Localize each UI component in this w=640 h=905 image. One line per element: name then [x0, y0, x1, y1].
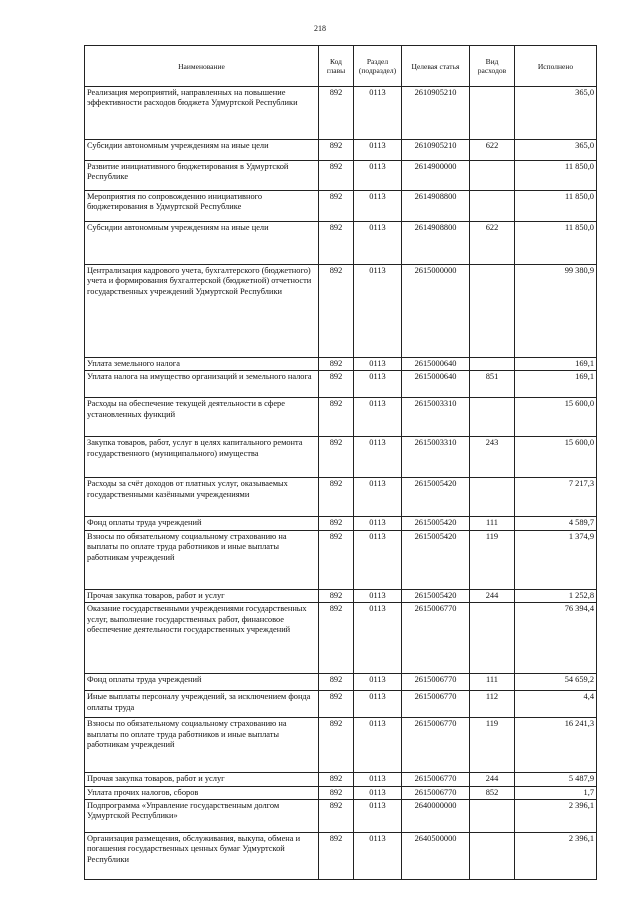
executed-amount: 4,4 — [515, 691, 597, 718]
target-article: 2615003310 — [402, 437, 470, 478]
section-code: 0113 — [354, 398, 402, 437]
section-code: 0113 — [354, 87, 402, 140]
chapter-code: 892 — [319, 603, 354, 674]
chapter-code: 892 — [319, 478, 354, 517]
row-name: Организация размещения, обслуживания, выкупа, обмена и погашения государственных ценных бумаг Удмуртской Республики — [85, 833, 319, 880]
chapter-code: 892 — [319, 437, 354, 478]
executed-amount: 365,0 — [515, 87, 597, 140]
row-name: Подпрограмма «Управление государственным долгом Удмуртской Республики» — [85, 800, 319, 833]
row-name: Мероприятия по сопровождению инициативного бюджетирования в Удмуртской Республике — [85, 191, 319, 222]
header-chapter-code: Код главы — [319, 46, 354, 87]
table-row — [85, 773, 597, 786]
chapter-code: 892 — [319, 691, 354, 718]
target-article: 2615005420 — [402, 589, 470, 602]
section-code: 0113 — [354, 674, 402, 691]
target-article: 2640500000 — [402, 833, 470, 880]
section-code: 0113 — [354, 718, 402, 773]
table-row — [85, 161, 597, 191]
expense-type — [470, 161, 515, 191]
executed-amount: 15 600,0 — [515, 398, 597, 437]
chapter-code: 892 — [319, 833, 354, 880]
chapter-code: 892 — [319, 191, 354, 222]
section-code: 0113 — [354, 478, 402, 517]
table-row — [85, 398, 597, 437]
section-code: 0113 — [354, 786, 402, 799]
chapter-code: 892 — [319, 87, 354, 140]
chapter-code: 892 — [319, 800, 354, 833]
executed-amount: 169,1 — [515, 371, 597, 398]
executed-amount: 169,1 — [515, 358, 597, 371]
chapter-code: 892 — [319, 718, 354, 773]
chapter-code: 892 — [319, 265, 354, 358]
chapter-code: 892 — [319, 140, 354, 161]
chapter-code: 892 — [319, 786, 354, 799]
executed-amount: 11 850,0 — [515, 222, 597, 265]
executed-amount: 11 850,0 — [515, 161, 597, 191]
expense-type — [470, 87, 515, 140]
row-name: Субсидии автономным учреждениям на иные цели — [85, 222, 319, 265]
chapter-code: 892 — [319, 222, 354, 265]
row-name: Закупка товаров, работ, услуг в целях капитального ремонта государственного (муниципального) имущества — [85, 437, 319, 478]
executed-amount: 2 396,1 — [515, 833, 597, 880]
table-row — [85, 603, 597, 674]
table-row — [85, 265, 597, 358]
target-article: 2615006770 — [402, 786, 470, 799]
row-name: Реализация мероприятий, направленных на повышение эффективности расходов бюджета Удмуртской Республики — [85, 87, 319, 140]
expense-type: 622 — [470, 140, 515, 161]
chapter-code: 892 — [319, 530, 354, 589]
table-row — [85, 589, 597, 602]
target-article: 2615000000 — [402, 265, 470, 358]
table-row — [85, 222, 597, 265]
target-article: 2615003310 — [402, 398, 470, 437]
table-row — [85, 358, 597, 371]
section-code: 0113 — [354, 265, 402, 358]
executed-amount: 1,7 — [515, 786, 597, 799]
row-name: Централизация кадрового учета, бухгалтерского (бюджетного) учета и формирования бухгалтерской (бюджетной) отчетности государственных учреждений Удмуртской Республики — [85, 265, 319, 358]
section-code: 0113 — [354, 222, 402, 265]
row-name: Прочая закупка товаров, работ и услуг — [85, 773, 319, 786]
target-article: 2614900000 — [402, 161, 470, 191]
row-name: Уплата прочих налогов, сборов — [85, 786, 319, 799]
executed-amount: 1 374,9 — [515, 530, 597, 589]
row-name: Расходы за счёт доходов от платных услуг, оказываемых государственными казёнными учреждениями — [85, 478, 319, 517]
row-name: Расходы на обеспечение текущей деятельности в сфере установленных функций — [85, 398, 319, 437]
expense-type: 112 — [470, 691, 515, 718]
header-row — [85, 46, 597, 87]
expense-type: 244 — [470, 773, 515, 786]
section-code: 0113 — [354, 773, 402, 786]
table-row — [85, 800, 597, 833]
chapter-code: 892 — [319, 674, 354, 691]
row-name: Уплата налога на имущество организаций и земельного налога — [85, 371, 319, 398]
section-code: 0113 — [354, 691, 402, 718]
expense-type: 852 — [470, 786, 515, 799]
target-article: 2615005420 — [402, 530, 470, 589]
section-code: 0113 — [354, 833, 402, 880]
expense-type: 119 — [470, 718, 515, 773]
target-article: 2610905210 — [402, 140, 470, 161]
row-name: Оказание государственными учреждениями государственных услуг, выполнение государственных работ, финансовое обеспечение деятельности государственных учреждений — [85, 603, 319, 674]
section-code: 0113 — [354, 161, 402, 191]
expense-type: 244 — [470, 589, 515, 602]
expense-type — [470, 800, 515, 833]
table-row — [85, 478, 597, 517]
target-article: 2615006770 — [402, 603, 470, 674]
section-code: 0113 — [354, 800, 402, 833]
executed-amount: 1 252,8 — [515, 589, 597, 602]
table-row — [85, 530, 597, 589]
target-article: 2615000640 — [402, 358, 470, 371]
section-code: 0113 — [354, 603, 402, 674]
table-row — [85, 140, 597, 161]
target-article: 2615000640 — [402, 371, 470, 398]
table-row — [85, 786, 597, 799]
executed-amount: 4 589,7 — [515, 517, 597, 530]
chapter-code: 892 — [319, 358, 354, 371]
table-row — [85, 833, 597, 880]
row-name: Развитие инициативного бюджетирования в Удмуртской Республике — [85, 161, 319, 191]
target-article: 2615006770 — [402, 674, 470, 691]
table-row — [85, 674, 597, 691]
executed-amount: 2 396,1 — [515, 800, 597, 833]
target-article: 2614908800 — [402, 191, 470, 222]
executed-amount: 16 241,3 — [515, 718, 597, 773]
target-article: 2615006770 — [402, 691, 470, 718]
target-article: 2640000000 — [402, 800, 470, 833]
table-row — [85, 517, 597, 530]
expense-type — [470, 398, 515, 437]
chapter-code: 892 — [319, 398, 354, 437]
executed-amount: 54 659,2 — [515, 674, 597, 691]
row-name: Прочая закупка товаров, работ и услуг — [85, 589, 319, 602]
section-code: 0113 — [354, 517, 402, 530]
expense-type — [470, 478, 515, 517]
section-code: 0113 — [354, 589, 402, 602]
expense-type: 119 — [470, 530, 515, 589]
target-article: 2614908800 — [402, 222, 470, 265]
executed-amount: 365,0 — [515, 140, 597, 161]
target-article: 2615006770 — [402, 718, 470, 773]
expense-type — [470, 358, 515, 371]
executed-amount: 76 394,4 — [515, 603, 597, 674]
chapter-code: 892 — [319, 773, 354, 786]
table-row — [85, 191, 597, 222]
expense-type — [470, 833, 515, 880]
header-executed: Исполнено — [515, 46, 597, 87]
row-name: Фонд оплаты труда учреждений — [85, 674, 319, 691]
expense-type — [470, 265, 515, 358]
executed-amount: 11 850,0 — [515, 191, 597, 222]
section-code: 0113 — [354, 191, 402, 222]
executed-amount: 15 600,0 — [515, 437, 597, 478]
section-code: 0113 — [354, 140, 402, 161]
expense-type: 243 — [470, 437, 515, 478]
table-row — [85, 371, 597, 398]
header-expense-type: Вид расходов — [470, 46, 515, 87]
expense-type — [470, 603, 515, 674]
table-row — [85, 87, 597, 140]
budget-table — [84, 45, 597, 880]
target-article: 2610905210 — [402, 87, 470, 140]
section-code: 0113 — [354, 437, 402, 478]
expense-type: 111 — [470, 517, 515, 530]
row-name: Иные выплаты персоналу учреждений, за исключением фонда оплаты труда — [85, 691, 319, 718]
target-article: 2615005420 — [402, 478, 470, 517]
executed-amount: 99 380,9 — [515, 265, 597, 358]
chapter-code: 892 — [319, 589, 354, 602]
row-name: Взносы по обязательному социальному страхованию на выплаты по оплате труда работников и иные выплаты работникам учреждений — [85, 530, 319, 589]
header-target-article: Целевая статья — [402, 46, 470, 87]
target-article: 2615005420 — [402, 517, 470, 530]
header-name: Наименование — [85, 46, 319, 87]
expense-type: 111 — [470, 674, 515, 691]
expense-type: 622 — [470, 222, 515, 265]
section-code: 0113 — [354, 530, 402, 589]
page-number: 218 — [314, 24, 326, 33]
table-row — [85, 691, 597, 718]
expense-type — [470, 191, 515, 222]
section-code: 0113 — [354, 358, 402, 371]
table-row — [85, 718, 597, 773]
row-name: Уплата земельного налога — [85, 358, 319, 371]
row-name: Взносы по обязательному социальному страхованию на выплаты по оплате труда работников и иные выплаты работникам учреждений — [85, 718, 319, 773]
chapter-code: 892 — [319, 161, 354, 191]
table-row — [85, 437, 597, 478]
row-name: Фонд оплаты труда учреждений — [85, 517, 319, 530]
executed-amount: 5 487,9 — [515, 773, 597, 786]
expense-type: 851 — [470, 371, 515, 398]
chapter-code: 892 — [319, 517, 354, 530]
row-name: Субсидии автономным учреждениям на иные цели — [85, 140, 319, 161]
target-article: 2615006770 — [402, 773, 470, 786]
section-code: 0113 — [354, 371, 402, 398]
executed-amount: 7 217,3 — [515, 478, 597, 517]
chapter-code: 892 — [319, 371, 354, 398]
header-section: Раздел (подраздел) — [354, 46, 402, 87]
